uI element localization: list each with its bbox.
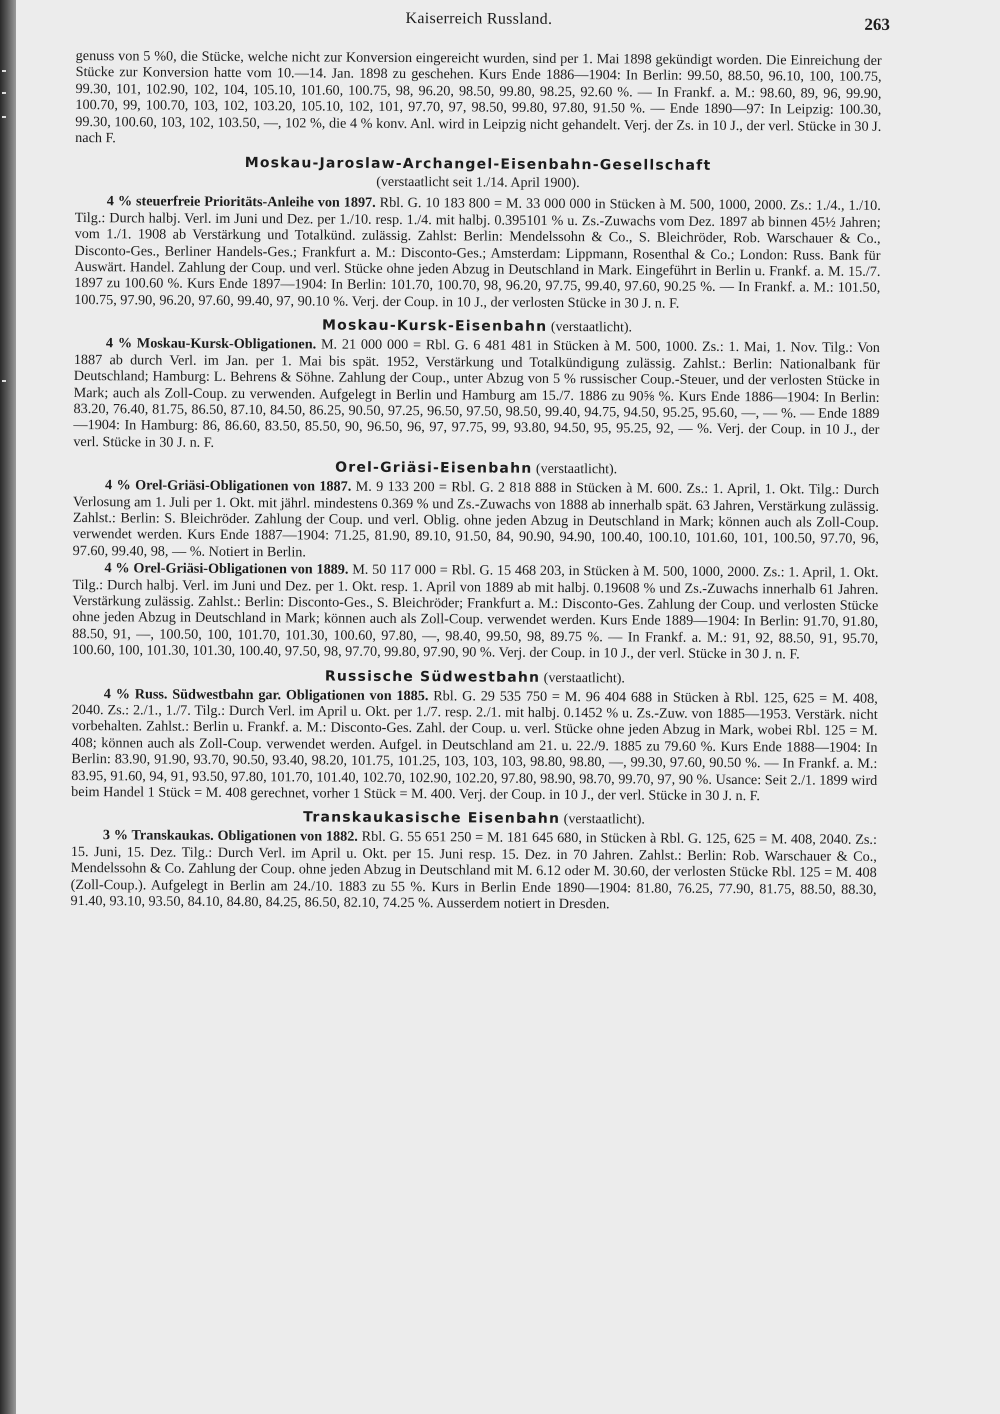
- bond-title: 4 % steuerfreie Prioritäts-Anleihe von 1897.: [106, 193, 376, 212]
- bond-title: 4 % Russ. Südwestbahn gar. Obligationen von 1885.: [103, 685, 429, 704]
- paragraph: 4 % Orel-Griäsi-Obligationen von 1889. M. 50 117 000 = Rbl. G. 15 468 203, in Stücken à M. 500, 1000, 2000. Zs.: 1. April, 1. Okt. Tilg.: Durch halbj. Verl. im Juni und Dez. per 1. Okt. resp. 1. April von 1889 ab mit halbj. 0.19608 % und Zs.-Zuwachs innerhalb 61 Jahren. Verstärkung zulässig. Zahlst.: Berlin: Disconto-Ges., S. Bleichröder; Frankfurt a. M.: Disconto-Ges. Zahlung der Coup. und verlosten Stücke ohne jeden Abzug in Deutschland in Mark; können auch als Zoll-Coup. verwendet werden. Kurs Ende 1889—1904: In Berlin: 91.70, 91.80, 88.50, 91, —, 100.50, 100, 101.70, 101.30, 100.60, 97.80, —, 98.40, 99.50, 98, 89.75 %. — In Frankf. a. M.: 91, 92, 88.50, 91, 95.70, 100.60, 100, 101.30, 101.30, 100.40, 97.50, 98, 97.70, 99.80, 97.90, 90 %. Verj. der Coup. in 10 J., der verl. Stücke in 30 J. n. F.: [72, 560, 879, 663]
- paragraph: 4 % steuerfreie Prioritäts-Anleihe von 1897. Rbl. G. 10 183 800 = M. 33 000 000 in Stücken à M. 500, 1000, 2000. Zs.: 1./4., 1./10. Tilg.: Durch halbj. Verl. im Juni und Dez. per 1./10. resp. 1./4. mit halbj. 0.395101 % u. Zs.-Zuwachs vom Dez. 1897 ab binnen 45½ Jahren; vom 1./1. 1908 ab Verstärkung und Totalkünd. zulässig. Zahlst: Berlin: Mendelssohn & Co., S. Bleichröder, Rob. Warschauer & Co., Disconto-Ges., Berliner Handels-Ges.; Frankfurt a. M.: Disconto-Ges.; Amsterdam: Lippmann, Rosenthal & Co.; London: Russ. Bank für Auswärt. Handel. Zahlung der Coup. und verl. Stücke ohne jeden Abzug in Deutschland in Mark. Eingeführt in Berlin u. Frankf. a. M. 15./7. 1897 zu 100.60 %. Kurs Ende 1897—1904: In Berlin: 101.70, 100.70, 98, 96.20, 97.75, 99.40, 97.60, 90.25 %. — In Frankf. a. M.: 101.50, 100.75, 97.90, 96.20, 97.60, 99.40, 97, 90.10 %. Verj. der Coup. in 10 J., der verlosten Stücke in 30 J. n. F.: [74, 193, 881, 312]
- section-heading: Orel-Griäsi-Eisenbahn (verstaatlicht).: [335, 459, 618, 478]
- book-binding-gutter: [0, 0, 16, 1414]
- section-heading: Moskau-Kursk-Eisenbahn (verstaatlicht).: [321, 317, 633, 336]
- paragraph: 4 % Russ. Südwestbahn gar. Obligationen von 1885. Rbl. G. 29 535 750 = M. 96 404 688 in Stücken à Rbl. 125, 625 = M. 408, 2040. Zs.: 2./1., 1./7. Tilg.: Durch Verl. im April u. Okt. per 1./7. resp. 2./1. mit halbj. 0.1452 % u. Zs.-Zuw. von 1885—1953. Verstärk. nicht vorbehalten. Zahlst.: Berlin u. Frankf. a. M.: Disconto-Ges. Zahl. der Coup. u. verl. Stücke ohne jeden Abzug in Mark, wobei Rbl. 125 = M. 408; können auch als Zoll-Coup. verwendet werden. Aufgel. in Deutschland am 21. u. 22./9. 1885 zu 79.60 %. Kurs Ende 1888—1904: In Berlin: 83.90, 91.90, 93.70, 90.50, 93.40, 98.20, 101.75, 101.25, 103, 103, 103, 98.80, 98.80, —, 99.30, 97.60, 90.50 %. — In Frankf. a. M.: 83.95, 91.60, 94, 91, 93.50, 97.80, 101.70, 101.40, 102.70, 102.90, 102.20, 97.80, 98.90, 98.70, 99.70, 97, 90 %. Usance: Seit 2./1. 1899 wird beim Handel 1 Stück = M. 408 gerechnet, vorher 1 Stück = M. 400. Verj. der Coup. in 10 J., der verl. Stücke in 30 J. n. F.: [71, 685, 878, 805]
- document-page: [68, 8, 890, 1403]
- bond-title: 3 % Transkaukas. Obligationen von 1882.: [102, 827, 358, 846]
- page-body: [70, 48, 881, 914]
- section-subnote: (verstaatlicht seit 1./14. April 1900).: [376, 175, 580, 192]
- paragraph: 3 % Transkaukas. Obligationen von 1882. Rbl. G. 55 651 250 = M. 181 645 680, in Stücken à Rbl. G. 125, 625 = M. 408, 2040. Zs.: 15. Juni, 15. Dez. Tilg.: Durch Verl. im April u. Okt. per 15. Juni resp. 15. Dez. in 70 Jahren. Zahlst.: Berlin: Rob. Warschauer & Co., Mendelssohn & Co. Zahlung der Coup. ohne jeden Abzug in Deutschland mit M. 6.12 oder M. 30.60, der verlosten Stücke Rbl. 125 = M. 408 (Zoll-Coup.). Aufgelegt in Berlin am 24./10. 1883 zu 55 %. Kurs in Berlin Ende 1890—1904: 81.80, 76.25, 77.90, 81.75, 88.50, 88.30, 91.40, 93.10, 93.50, 84.10, 84.80, 84.25, 86.50, 82.10, 74.25 %. Ausserdem notiert in Dresden.: [70, 827, 877, 913]
- bond-title: 4 % Orel-Griäsi-Obligationen von 1887.: [105, 477, 352, 495]
- paragraph: 4 % Orel-Griäsi-Obligationen von 1887. M. 9 133 200 = Rbl. G. 2 818 888 in Stücken à M. 600. Zs.: 1. April, 1. Okt. Tilg.: Durch Verlosung am 1. Juli per 1. Okt. mit jährl. mindestens 0.369 % und Zs.-Zuwachs von 1888 ab innerhalb spät. 63 Jahren, Verstärkung zulässig. Zahlst.: Berlin: S. Bleichröder. Zahlung der Coup. und verl. Oblig. ohne jeden Abzug in Deutschland in Mark; können auch als Zoll-Coup. verwendet werden. Kurs Ende 1887—1904: 71.25, 81.90, 89.10, 91.50, 84, 90.90, 94.90, 100.40, 100.10, 101.60, 101, 100.50, 97.70, 96, 97.60, 99.40, 98, — %. Notiert in Berlin.: [72, 477, 880, 561]
- gutter-edge-marks: [2, 70, 12, 1370]
- bond-title: 4 % Orel-Griäsi-Obligationen von 1889.: [104, 560, 349, 578]
- running-header: [76, 8, 890, 39]
- paragraph: 4 % Moskau-Kursk-Obligationen. M. 21 000 000 = Rbl. G. 6 481 481 in Stücken à M. 500, 1000. Zs.: 1. Mai, 1. Nov. Tilg.: Von 1887 ab durch Verl. im Jan. per 1. Mai bis spät. 1952, Verstärkung und Totalkündigung zulässig. Zahlst.: Berlin: Nationalbank für Deutschland; Hamburg: L. Behrens & Söhne. Zahlung der Coup., unter Abzug von 5 % russischer Coup.-Steuer, und der verlosten Stücke in Mark; auch als Zoll-Coup. zu verwenden. Aufgelegt in Berlin und Hamburg am 15./7. 1886 zu 90⅝ %. Kurs Ende 1886—1904: In Berlin: 83.20, 76.40, 81.75, 86.50, 87.10, 84.50, 86.25, 90.50, 97.25, 96.50, 97.50, 98.50, 99.40, 94.75, 94.50, 95.25, 95.60, —, — %. — Ende 1889—1904: In Hamburg: 86, 86.60, 83.50, 85.50, 90, 96.50, 96, 97, 97.75, 99, 93.80, 94.50, 95, 95.25, 92, — %. Verj. der Coup. in 10 J., der verl. Stücke in 30 J. n. F.: [73, 335, 880, 451]
- section-heading: Transkaukasische Eisenbahn (verstaatlicht).: [303, 809, 645, 828]
- running-title: Kaiserreich Russland.: [405, 10, 553, 28]
- paragraph: genuss von 5 %0, die Stücke, welche nicht zur Konversion eingereicht wurden, sind per 1. Mai 1898 gekündigt worden. Die Einreichung der Stücke zur Konversion hatte vom 10.—14. Jan. 1898 zu geschehen. Kurs Ende 1886—1904: In Berlin: 99.50, 88.50, 96.10, 100, 100.75, 99.30, 101, 102.90, 102, 104, 105.10, 101.60, 100.75, 98, 96.20, 98.50, 99.80, 98.25, 92.60 %. — In Frankf. a. M.: 98.60, 89, 96, 99.90, 100.70, 99, 100.70, 103, 102, 103.20, 105.10, 102, 101, 97.70, 97, 98.50, 99.80, 97.80, 91.50 %. — Ende 1890—97: In Leipzig: 100.30, 99.30, 100.60, 103, 102, 103.50, —, 102 %, die 4 % konv. Anl. wird in Leipzig nicht gehandelt. Verj. der Zs. in 10 J., der verl. Stücke in 30 J. nach F.: [75, 47, 882, 147]
- page-number: 263: [864, 14, 890, 34]
- section-heading: Moskau-Jaroslaw-Archangel-Eisenbahn-Gesellschaft: [244, 155, 712, 175]
- section-heading: Russische Südwestbahn (verstaatlicht).: [324, 668, 625, 686]
- bond-title: 4 % Moskau-Kursk-Obligationen.: [105, 335, 317, 353]
